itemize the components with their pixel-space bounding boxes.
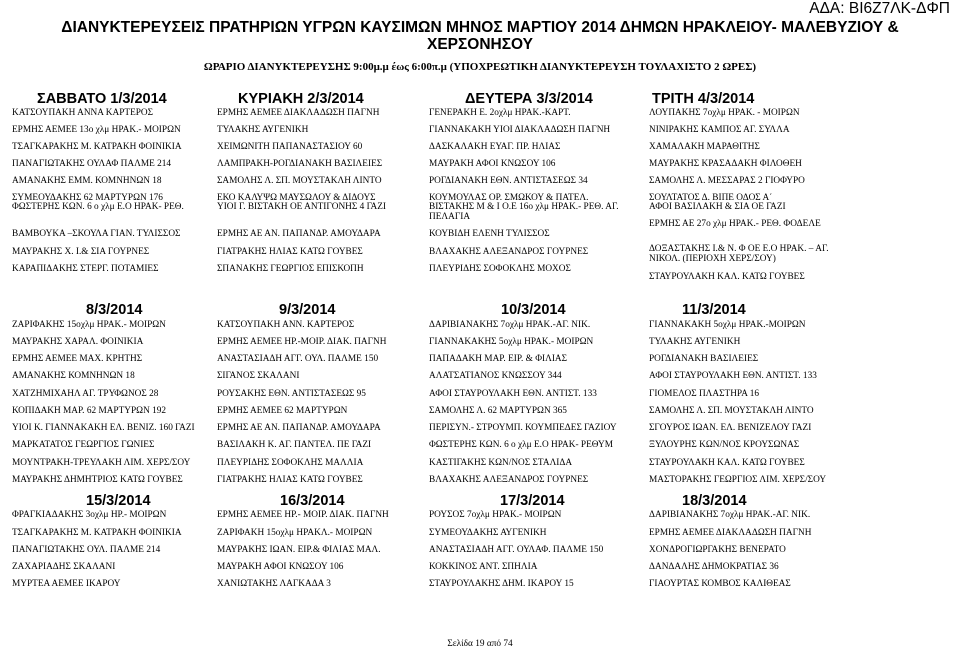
station-entry: ΣΑΜΟΛΗΣ Λ. 62 ΜΑΡΤΥΡΩΝ 365 xyxy=(429,406,567,416)
title-line-2: ΧΕΡΣΟΝΗΣΟΥ xyxy=(426,36,534,53)
station-entry: ΥΙΟΙ Γ. ΒΙΣΤΑΚΗ ΟΕ ΑΝΤΙΓΟΝΗΣ 4 ΓΑΖΙ xyxy=(217,202,387,212)
station-entry: ΕΡΜΗΣ ΑΕΜΕΕ ΔΙΑΚΛΑΔΩΣΗ ΠΑΓΝΗ xyxy=(649,528,812,538)
station-entry: ΚΑΣΤΙΓΑΚΗΣ ΚΩΝ/ΝΟΣ ΣΤΑΛΙΔΑ xyxy=(429,458,573,468)
station-entry: ΜΑΥΡΑΚΗΣ ΔΗΜΗΤΡΙΟΣ ΚΑΤΩ ΓΟΥΒΕΣ xyxy=(12,475,183,485)
station-entry: ΑΦΟΙ ΣΤΑΥΡΟΥΛΑΚΗ ΕΘΝ. ΑΝΤΙΣΤ. 133 xyxy=(649,371,817,381)
day-header-row xyxy=(0,493,960,509)
station-entry: ΛΟΥΠΑΚΗΣ 7οχλμ ΗΡΑΚ. - ΜΟΙΡΩΝ xyxy=(649,108,800,118)
day-header: 18/3/2014 xyxy=(682,493,747,509)
station-entry: ΧΕΙΜΩΝΙΤΗ ΠΑΠΑΝΑΣΤΑΣΙΟΥ 60 xyxy=(217,142,363,152)
station-entry: ΑΝΑΣΤΑΣΙΑΔΗ ΑΓΓ. ΟΥΛΑΦ. ΠΑΛΜΕ 150 xyxy=(429,545,604,555)
station-entry: ΜΑΥΡΑΚΗΣ ΚΡΑΣΑΔΑΚΗ ΦΙΛΟΘΕΗ xyxy=(649,159,802,169)
station-entry: ΚΑΤΣΟΥΠΑΚΗ ΑΝΝ. ΚΑΡΤΕΡΟΣ xyxy=(217,320,355,330)
station-entry: ΣΑΜΟΛΗΣ Λ. ΜΕΣΣΑΡΑΣ 2 ΓΙΟΦΥΡΟ xyxy=(649,176,805,186)
station-entry: ΣΤΑΥΡΟΥΛΑΚΗ ΚΑΛ. ΚΑΤΩ ΓΟΥΒΕΣ xyxy=(649,458,805,468)
station-entry: ΠΛΕΥΡΙΔΗΣ ΣΟΦΟΚΛΗΣ ΜΟΧΟΣ xyxy=(429,264,571,274)
station-entry: ΖΑΡΙΦΑΚΗΣ 15οχλμ ΗΡΑΚ.- ΜΟΙΡΩΝ xyxy=(12,320,166,330)
station-entry: ΦΩΣΤΕΡΗΣ ΚΩΝ. 6 ο χλμ Ε.Ο ΗΡΑΚ- ΡΕΘΥΜ xyxy=(429,440,613,450)
document-title xyxy=(0,19,960,53)
station-entry: ΕΡΜΗΣ ΑΕ 27ο χλμ ΗΡΑΚ.- ΡΕΘ. ΦΟΔΕΛΕ xyxy=(649,219,821,229)
station-entry: ΖΑΧΑΡΙΑΔΗΣ ΣΚΑΛΑΝΙ xyxy=(12,562,116,572)
station-entry: ΔΑΡΙΒΙΑΝΑΚΗΣ 7οχλμ ΗΡΑΚ.-ΑΓ. ΝΙΚ. xyxy=(429,320,591,330)
station-entry: ΓΙΑΤΡΑΚΗΣ ΗΛΙΑΣ ΚΑΤΩ ΓΟΥΒΕΣ xyxy=(217,475,363,485)
station-entry: ΚΟΥΜΟΥΛΑΣ ΟΡ. ΣΜΩΚΟΥ & ΠΑΤΕΛ. xyxy=(429,193,589,203)
station-entry: ΚΟΚΚΙΝΟΣ ΑΝΤ. ΣΠΗΛΙΑ xyxy=(429,562,538,572)
station-entry: ΤΥΛΑΚΗΣ ΑΥΓΕΝΙΚΗ xyxy=(649,337,741,347)
station-entry: ΒΑΜΒΟΥΚΑ –ΣΚΟΥΛΑ ΓΙΑΝ. ΤΥΛΙΣΣΟΣ xyxy=(12,229,181,239)
station-entry: ΑΝΑΣΤΑΣΙΑΔΗ ΑΓΓ. ΟΥΛ. ΠΑΛΜΕ 150 xyxy=(217,354,379,364)
station-entry: ΜΥΡΤΕΑ ΑΕΜΕΕ ΙΚΑΡΟΥ xyxy=(12,579,121,589)
station-entry: ΓΕΝΕΡΑΚΗ Ε. 2οχλμ ΗΡΑΚ.-ΚΑΡΤ. xyxy=(429,108,571,118)
title-line-1: ΔΙΑΝΥΚΤΕΡΕΥΣΕΙΣ ΠΡΑΤΗΡΙΩΝ ΥΓΡΩΝ ΚΑΥΣΙΜΩΝ ΜΗΝΟΣ ΜΑΡΤΙΟΥ 2014 ΔΗΜΩΝ ΗΡΑΚΛΕΙΟΥ- ΜΑΛΕΒΥΖΙΟΥ & xyxy=(61,19,899,36)
day-header: 11/3/2014 xyxy=(682,302,746,318)
day-header-row xyxy=(0,302,960,318)
station-entry: ΔΑΣΚΑΛΑΚΗ ΕΥΑΓ. ΠΡ. ΗΛΙΑΣ xyxy=(429,142,561,152)
day-header: 10/3/2014 xyxy=(501,302,566,318)
station-entry: ΓΙΑΤΡΑΚΗΣ ΗΛΙΑΣ ΚΑΤΩ ΓΟΥΒΕΣ xyxy=(217,247,363,257)
page-number: Σελίδα 19 από 74 xyxy=(447,639,513,649)
station-entry: ΝΙΚΟΛ. (ΠΕΡΙΟΧΗ ΧΕΡΣ/ΣΟΥ) xyxy=(649,254,776,264)
station-entry: ΜΑΥΡΑΚΗΣ ΙΩΑΝ. ΕΙΡ.& ΦΙΛΙΑΣ ΜΑΛ. xyxy=(217,545,381,555)
station-entry: ΡΟΓΔΙΑΝΑΚΗ ΕΘΝ. ΑΝΤΙΣΤΑΣΕΩΣ 34 xyxy=(429,176,588,186)
station-entry: ΕΡΜΗΣ ΑΕ ΑΝ. ΠΑΠΑΝΔΡ. ΑΜΟΥΔΑΡΑ xyxy=(217,423,381,433)
station-entry: ΠΛΕΥΡΙΔΗΣ ΣΟΦΟΚΛΗΣ ΜΑΛΛΙΑ xyxy=(217,458,364,468)
schedule-hours: ΩΡΑΡΙΟ ΔΙΑΝΥΚΤΕΡΕΥΣΗΣ 9:00μ.μ έως 6:00π.μ (ΥΠΟΧΡΕΩΤΙΚΗ ΔΙΑΝΥΚΤΕΡΕΥΣΗ ΤΟΥΛΑΧΙΣΤΟ 2 ΩΡΕΣ) xyxy=(203,61,757,73)
station-entry: ΣΤΑΥΡΟΥΛΑΚΗΣ ΔΗΜ. ΙΚΑΡΟΥ 15 xyxy=(429,579,574,589)
station-entry: ΜΑΥΡΑΚΗΣ Χ. Ι.& ΣΙΑ ΓΟΥΡΝΕΣ xyxy=(12,247,150,257)
station-entry: ΜΑΡΚΑΤΑΤΟΣ ΓΕΩΡΓΙΟΣ ΓΩΝΙΕΣ xyxy=(12,440,155,450)
station-entry: ΜΑΥΡΑΚΗ ΑΦΟΙ ΚΝΩΣΟΥ 106 xyxy=(429,159,556,169)
station-entry: ΕΡΜΗΣ ΑΕΜΕΕ ΜΑΧ. ΚΡΗΤΗΣ xyxy=(12,354,143,364)
station-entry: ΑΜΑΝΑΚΗΣ ΚΟΜΝΗΝΩΝ 18 xyxy=(12,371,135,381)
day-header: ΚΥΡΙΑΚΗ 2/3/2014 xyxy=(238,91,364,107)
day-header: 16/3/2014 xyxy=(280,493,345,509)
day-header: 9/3/2014 xyxy=(279,302,336,318)
station-entry: ΣΑΜΟΛΗΣ Λ. ΣΠ. ΜΟΥΣΤΑΚΛΗ ΛΙΝΤΟ xyxy=(649,406,814,416)
station-entry: ΧΟΝΔΡΟΓΙΩΡΓΑΚΗΣ ΒΕΝΕΡΑΤΟ xyxy=(649,545,786,555)
station-entry: ΛΑΜΠΡΑΚΗ-ΡΟΓΔΙΑΝΑΚΗ ΒΑΣΙΛΕΙΕΣ xyxy=(217,159,383,169)
station-entry: ΧΑΤΖΗΜΙΧΑΗΛ ΑΓ. ΤΡΥΦΩΝΟΣ 28 xyxy=(12,389,159,399)
station-entry: ΑΛΑΤΣΑΤΙΑΝΟΣ ΚΝΩΣΣΟΥ 344 xyxy=(429,371,562,381)
station-entry: ΚΑΤΣΟΥΠΑΚΗ ΑΝΝΑ ΚΑΡΤΕΡΟΣ xyxy=(12,108,154,118)
station-entry: ΡΟΓΔΙΑΝΑΚΗ ΒΑΣΙΛΕΙΕΣ xyxy=(649,354,759,364)
day-header: 17/3/2014 xyxy=(500,493,565,509)
station-entry: ΤΣΑΓΚΑΡΑΚΗΣ Μ. ΚΑΤΡΑΚΗ ΦΟΙΝΙΚΙΑ xyxy=(12,142,182,152)
station-entry: ΤΣΑΓΚΑΡΑΚΗΣ Μ. ΚΑΤΡΑΚΗ ΦΟΙΝΙΚΙΑ xyxy=(12,528,182,538)
station-entry: ΚΟΠΙΔΑΚΗ ΜΑΡ. 62 ΜΑΡΤΥΡΩΝ 192 xyxy=(12,406,167,416)
station-entry: ΠΑΝΑΓΙΩΤΑΚΗΣ ΟΥΛΑΦ ΠΑΛΜΕ 214 xyxy=(12,159,172,169)
station-entry: ΣΙΓΑΝΟΣ ΣΚΑΛΑΝΙ xyxy=(217,371,300,381)
station-entry: ΓΙΟΜΕΛΟΣ ΠΛΑΣΤΗΡΑ 16 xyxy=(649,389,760,399)
station-entry: ΓΙΑΝΝΑΚΑΚΗ ΥΙΟΙ ΔΙΑΚΛΑΔΩΣΗ ΠΑΓΝΗ xyxy=(429,125,611,135)
station-entry: ΖΑΡΙΦΑΚΗ 15οχλμ ΗΡΑΚΛ.- ΜΟΙΡΩΝ xyxy=(217,528,373,538)
station-entry: ΒΛΑΧΑΚΗΣ ΑΛΕΞΑΝΔΡΟΣ ΓΟΥΡΝΕΣ xyxy=(429,475,589,485)
station-entry: ΒΛΑΧΑΚΗΣ ΑΛΕΞΑΝΔΡΟΣ ΓΟΥΡΝΕΣ xyxy=(429,247,589,257)
station-entry: ΞΥΛΟΥΡΗΣ ΚΩΝ/ΝΟΣ ΚΡΟΥΣΩΝΑΣ xyxy=(649,440,800,450)
station-entry: ΑΦΟΙ ΣΤΑΥΡΟΥΛΑΚΗ ΕΘΝ. ΑΝΤΙΣΤ. 133 xyxy=(429,389,597,399)
station-entry: ΓΙΑΝΝΑΚΑΚΗ 5οχλμ ΗΡΑΚ.-ΜΟΙΡΩΝ xyxy=(649,320,806,330)
station-entry: ΚΟΥΒΙΔΗ ΕΛΕΝΗ ΤΥΛΙΣΣΟΣ xyxy=(429,229,550,239)
station-entry: ΧΑΜΑΛΑΚΗ ΜΑΡΑΘΙΤΗΣ xyxy=(649,142,760,152)
station-entry: ΜΑΣΤΟΡΑΚΗΣ ΓΕΩΡΓΙΟΣ ΛΙΜ. ΧΕΡΣ/ΣΟΥ xyxy=(649,475,827,485)
station-entry: ΕΡΜΗΣ ΑΕ ΑΝ. ΠΑΠΑΝΔΡ. ΑΜΟΥΔΑΡΑ xyxy=(217,229,381,239)
station-entry: ΦΡΑΓΚΙΑΔΑΚΗΣ 3οχλμ ΗΡ.- ΜΟΙΡΩΝ xyxy=(12,510,167,520)
day-header: ΣΑΒΒΑΤΟ 1/3/2014 xyxy=(37,91,167,107)
station-entry: ΦΩΣΤΕΡΗΣ ΚΩΝ. 6 ο χλμ Ε.Ο ΗΡΑΚ- ΡΕΘ. xyxy=(12,202,184,212)
station-entry: ΕΚΟ ΚΑΛΥΨΩ ΜΑΥΣΩΛΟΥ & ΔΙΔΟΥΣ xyxy=(217,193,376,203)
station-entry: ΡΟΥΣΟΣ 7οχλμ ΗΡΑΚ.- ΜΟΙΡΩΝ xyxy=(429,510,562,520)
station-entry: ΠΑΠΑΔΑΚΗ ΜΑΡ. ΕΙΡ. & ΦΙΛΙΑΣ xyxy=(429,354,568,364)
station-entry: ΥΙΟΙ Κ. ΓΙΑΝΝΑΚΑΚΗ ΕΛ. ΒΕΝΙΖ. 160 ΓΑΖΙ xyxy=(12,423,195,433)
station-entry: ΧΑΝΙΩΤΑΚΗΣ ΛΑΓΚΑΔΑ 3 xyxy=(217,579,331,589)
station-entry: ΠΕΛΑΓΙΑ xyxy=(429,212,471,222)
station-entry: ΕΡΜΗΣ ΑΕΜΕΕ 13ο χλμ ΗΡΑΚ.- ΜΟΙΡΩΝ xyxy=(12,125,181,135)
station-entry: ΓΙΑΟΥΡΤΑΣ ΚΟΜΒΟΣ ΚΑΛΙΘΕΑΣ xyxy=(649,579,791,589)
day-header: 15/3/2014 xyxy=(86,493,151,509)
station-entry: ΒΙΣΤΑΚΗΣ Μ & Ι Ο.Ε 16ο χλμ ΗΡΑΚ.- ΡΕΘ. ΑΓ. xyxy=(429,202,619,212)
station-entry: ΒΑΣΙΛΑΚΗ Κ. ΑΓ. ΠΑΝΤΕΛ. ΠΕ ΓΑΖΙ xyxy=(217,440,372,450)
station-entry: ΜΟΥΝΤΡΑΚΗ-ΤΡΕΥΛΑΚΗ ΛΙΜ. ΧΕΡΣ/ΣΟΥ xyxy=(12,458,191,468)
station-entry: ΕΡΜΗΣ ΑΕΜΕΕ 62 ΜΑΡΤΥΡΩΝ xyxy=(217,406,348,416)
station-entry: ΚΑΡΑΠΙΔΑΚΗΣ ΣΤΕΡΓ. ΠΟΤΑΜΙΕΣ xyxy=(12,264,159,274)
station-entry: ΔΑΝΔΑΛΗΣ ΔΗΜΟΚΡΑΤΙΑΣ 36 xyxy=(649,562,779,572)
station-entry: ΕΡΜΗΣ ΑΕΜΕΕ ΗΡ.-ΜΟΙΡ. ΔΙΑΚ. ΠΑΓΝΗ xyxy=(217,337,387,347)
station-entry: ΝΙΝΙΡΑΚΗΣ ΚΑΜΠΟΣ ΑΓ. ΣΥΛΛΑ xyxy=(649,125,790,135)
station-entry: ΣΑΜΟΛΗΣ Λ. ΣΠ. ΜΟΥΣΤΑΚΛΗ ΛΙΝΤΟ xyxy=(217,176,382,186)
station-entry: ΡΟΥΣΑΚΗΣ ΕΘΝ. ΑΝΤΙΣΤΑΣΕΩΣ 95 xyxy=(217,389,366,399)
station-entry: ΑΦΟΙ ΒΑΣΙΛΑΚΗ & ΣΙΑ ΟΕ ΓΑΖΙ xyxy=(649,202,786,212)
station-entry: ΤΥΛΑΚΗΣ ΑΥΓΕΝΙΚΗ xyxy=(217,125,309,135)
station-entry: ΠΑΝΑΓΙΩΤΑΚΗΣ ΟΥΛ. ΠΑΛΜΕ 214 xyxy=(12,545,161,555)
station-entry: ΣΠΑΝΑΚΗΣ ΓΕΩΡΓΙΟΣ ΕΠΙΣΚΟΠΗ xyxy=(217,264,364,274)
station-entry: ΜΑΥΡΑΚΗΣ ΧΑΡΑΛ. ΦΟΙΝΙΚΙΑ xyxy=(12,337,144,347)
station-entry: ΣΓΟΥΡΟΣ ΙΩΑΝ. ΕΛ. ΒΕΝΙΖΕΛΟΥ ΓΑΖΙ xyxy=(649,423,812,433)
day-header-row xyxy=(0,91,960,107)
station-entry: ΠΕΡΙΣΥΝ.- ΣΤΡΟΥΜΠ. ΚΟΥΜΠΕΔΕΣ ΓΑΖΙΟΥ xyxy=(429,423,617,433)
station-entry: ΣΥΜΕΟΥΔΑΚΗΣ ΑΥΓΕΝΙΚΗ xyxy=(429,528,547,538)
station-entry: ΕΡΜΗΣ ΑΕΜΕΕ ΗΡ.- ΜΟΙΡ. ΔΙΑΚ. ΠΑΓΝΗ xyxy=(217,510,389,520)
station-entry: ΣΤΑΥΡΟΥΛΑΚΗ ΚΑΛ. ΚΑΤΩ ΓΟΥΒΕΣ xyxy=(649,272,805,282)
day-header: ΔΕΥΤΕΡΑ 3/3/2014 xyxy=(465,91,593,107)
station-entry: ΔΟΞΑΣΤΑΚΗΣ Ι.& Ν. Φ ΟΕ Ε.Ο ΗΡΑΚ. – ΑΓ. xyxy=(649,244,829,254)
station-entry: ΔΑΡΙΒΙΑΝΑΚΗΣ 7οχλμ ΗΡΑΚ.-ΑΓ. ΝΙΚ. xyxy=(649,510,811,520)
station-entry: ΣΥΜΕΟΥΔΑΚΗΣ 62 ΜΑΡΤΥΡΩΝ 176 xyxy=(12,193,163,203)
station-entry: ΑΜΑΝΑΚΗΣ ΕΜΜ. ΚΟΜΝΗΝΩΝ 18 xyxy=(12,176,162,186)
station-entry: ΓΙΑΝΝΑΚΑΚΗΣ 5οχλμ ΗΡΑΚ.- ΜΟΙΡΩΝ xyxy=(429,337,594,347)
station-entry: ΕΡΜΗΣ ΑΕΜΕΕ ΔΙΑΚΛΑΔΩΣΗ ΠΑΓΝΗ xyxy=(217,108,380,118)
station-entry: ΜΑΥΡΑΚΗ ΑΦΟΙ ΚΝΩΣΟΥ 106 xyxy=(217,562,344,572)
day-header: ΤΡΙΤΗ 4/3/2014 xyxy=(652,91,755,107)
station-entry: ΣΟΥΛΤΑΤΟΣ Δ. ΒΙΠΕ ΟΔΟΣ Α΄ xyxy=(649,193,773,203)
ada-code: ΑΔΑ: ΒΙ6Ζ7ΛΚ-ΔΦΠ xyxy=(809,0,950,17)
day-header: 8/3/2014 xyxy=(86,302,143,318)
